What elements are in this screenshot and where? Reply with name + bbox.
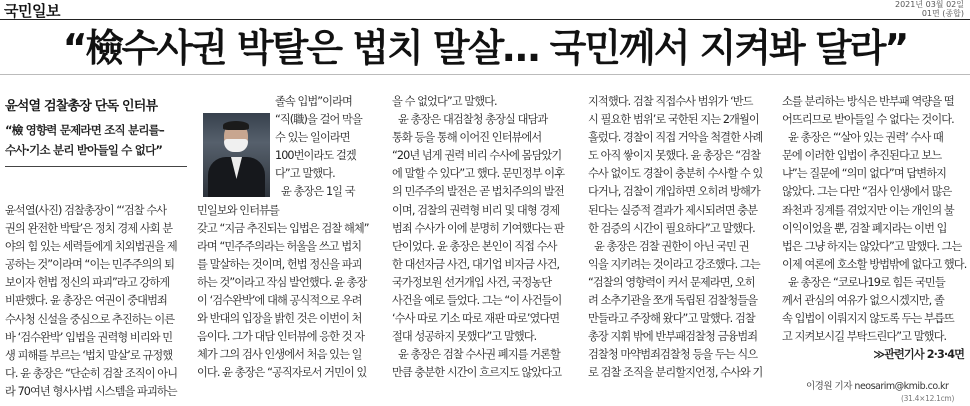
article-line: 100번이라도 걸겠 bbox=[275, 149, 356, 163]
article-line: ‘수사 따로 기소 따로 재판 따로’였다면 bbox=[392, 312, 560, 326]
article-line: 를 말살하는 것이며, 헌법 정신을 파괴 bbox=[197, 257, 362, 271]
article-line: 이제 여론에 호소할 방법밖에 없다고 했다. bbox=[782, 257, 967, 271]
article-line: 바 ‘검수완박’ 입법을 권력형 비리와 민 bbox=[5, 330, 173, 344]
article-line: 권의 완전한 박탈’은 정치 경제 사회 분 bbox=[5, 222, 173, 236]
article-line: 이익이었을 뿐, 검찰 폐지라는 이번 입 bbox=[782, 221, 947, 235]
article-line: 소를 분리하는 방식은 반부패 역량을 떨 bbox=[782, 95, 954, 108]
article-line: 문에 이러한 입법이 추진된다고 보느 bbox=[782, 149, 942, 163]
headline-rule bbox=[0, 74, 970, 75]
byline: 이경원 기자 neosarim@kmib.co.kr bbox=[806, 381, 949, 392]
article-column-3 bbox=[392, 93, 580, 383]
article-line: 만들라고 주장해 왔다”고 말했다. 검찰 bbox=[588, 312, 755, 326]
article-line: 이다. 윤 총장은 “공직자로서 거민이 있 bbox=[197, 366, 367, 380]
article-line: 께서 관심의 여유가 없으시겠지만, 졸 bbox=[782, 294, 944, 308]
article-line: 이며, 검찰의 권력형 비리 및 대형 경제 bbox=[392, 203, 560, 217]
article-line: 좌천과 징계를 겪었지만 이는 개인의 불 bbox=[782, 203, 954, 217]
deck-divider bbox=[5, 166, 187, 167]
article-line: 통화 등을 통해 이어진 인터뷰에서 bbox=[392, 131, 542, 145]
article-line: 수사청 신설을 중심으로 추진하는 이른 bbox=[5, 312, 175, 326]
article-line: 흘렀다. 경찰이 직접 거악을 척결한 사례 bbox=[588, 131, 763, 145]
related-articles-link[interactable]: ≫관련기사 2·3·4면 bbox=[873, 348, 964, 362]
article-line: 체가 그의 검사 인생에서 처음 있는 일 bbox=[197, 348, 362, 362]
article-line: 윤 총장은 “‘살아 있는 권력’ 수사 때 bbox=[788, 131, 943, 145]
article-line: 시 필요한 범위’로 국한된 지는 2개월이 bbox=[588, 113, 759, 127]
article-line: 의 민주주의 발전은 곧 법치주의의 발전 bbox=[392, 185, 564, 199]
article-line: 다거나, 검찰이 개입하면 오히려 방해가 bbox=[588, 185, 760, 199]
article-line: 도 아직 쌓이지 못했다. 윤 총장은 “검찰 bbox=[588, 149, 761, 163]
article-line: 윤석열(사진) 검찰총장이 “‘검찰 수사 bbox=[5, 204, 167, 217]
deck-title: 윤석열 검찰총장 단독 인터뷰 bbox=[5, 99, 158, 114]
article-line: 와 반대의 입장을 밝힌 것은 이번이 처 bbox=[197, 312, 362, 326]
article-line: 하는 것”이라고 작심 발언했다. 윤 총장 bbox=[197, 275, 367, 289]
article-line: 총장 지휘 밖에 반부패검찰청 금융범죄 bbox=[588, 330, 758, 344]
article-line: “검찰의 영향력이 커서 문제라면, 오히 bbox=[588, 275, 755, 289]
article-line: 검찰청 마약범죄검찰청 등을 두는 식으 bbox=[588, 348, 758, 362]
article-line: 국가정보원 선거개입 사건, 국정농단 bbox=[392, 275, 552, 289]
page-section: 01면 (종합) bbox=[921, 9, 964, 18]
article-line: 민일보와 인터뷰를 bbox=[197, 203, 279, 217]
article-line: 음이다. 그가 대담 인터뷰에 응한 것 자 bbox=[197, 330, 365, 344]
article-line: “20년 넘게 권력 비리 수사에 몸담았기 bbox=[392, 149, 562, 163]
article-line: 냐”는 질문에 “의미 없다”며 답변하지 bbox=[782, 167, 947, 181]
article-column-2 bbox=[197, 93, 383, 383]
deck-quote bbox=[5, 120, 189, 160]
article-line: 라며 “민주주의라는 허울을 쓰고 법치 bbox=[197, 239, 362, 253]
article-line: 윤 총장은 1일 국 bbox=[281, 185, 355, 199]
article-line: 수사 없이도 경찰이 충분히 수사할 수 있 bbox=[588, 167, 763, 181]
article-line: 속 입법이 이뤄지지 않도록 두는 부릅뜨 bbox=[782, 312, 954, 326]
article-line: 다”고 말했다. bbox=[275, 167, 335, 181]
article-line: 생 피해를 부르는 ‘법치 말살’로 규정했 bbox=[5, 348, 173, 362]
clipping-size: (31.4×12.1cm) bbox=[901, 394, 955, 403]
article-line: 윤 총장은 검찰 수사권 폐지를 거론할 bbox=[398, 348, 560, 362]
article-line: 고 지켜보시길 부탁드린다”고 말했다. bbox=[782, 330, 947, 344]
article-line: 절대 성공하지 못했다”고 말했다. bbox=[392, 330, 537, 344]
masthead-logo: 국민일보 bbox=[4, 2, 60, 20]
article-line: 윤 총장은 검찰 권한이 아닌 국민 권 bbox=[594, 239, 749, 253]
article-line: 에 말할 수 있다”고 했다. 문민정부 이후 bbox=[392, 167, 565, 181]
article-line: 졸속 입법”이라며 bbox=[275, 95, 352, 108]
article-line: 보이자 헌법 정신의 파괴”라고 강하게 bbox=[5, 276, 170, 290]
headline: “檢수사권 박탈은 법치 말살… 국민께서 지켜봐 달라” bbox=[62, 26, 908, 70]
article-line: 한 검증의 시간이 필요하다”고 말했다. bbox=[588, 221, 755, 235]
article-line: “직(職)을 걸어 막을 bbox=[275, 113, 362, 127]
article-deck bbox=[5, 95, 189, 167]
article-line: 윤 총장은 “코로나19로 힘든 국민들 bbox=[788, 275, 945, 289]
article-line: 지적했다. 검찰 직접수사 범위가 ‘반드 bbox=[588, 95, 753, 108]
article-line: 사건을 예로 들었다. 그는 “이 사건들이 bbox=[392, 294, 562, 308]
deck-quote-line: 수사·기소 분리 받아들일 수 없다” bbox=[5, 143, 163, 157]
article-line: 단이었다. 윤 총장은 본인이 직접 수사 bbox=[392, 239, 557, 253]
article-line: 공하는 것”이라며 “이는 민주주의의 퇴 bbox=[5, 258, 175, 272]
article-line: 수 있는 일이라면 bbox=[275, 131, 350, 145]
article-line: 법은 그냥 하지는 않았다”고 말했다. 그는 bbox=[782, 239, 962, 253]
article-line: 이 ‘검수완박’에 대해 공식적으로 우려 bbox=[197, 294, 362, 308]
article-column-5 bbox=[782, 93, 968, 364]
article-line: 려 소추기관을 쪼개 독립된 검찰청들을 bbox=[588, 294, 758, 308]
article-line: 어뜨리므로 받아들일 수 없다는 것이다. bbox=[782, 113, 954, 127]
article-column-1 bbox=[5, 202, 193, 401]
article-line: 한 대선자금 사건, 대기업 비자금 사건, bbox=[392, 257, 560, 271]
article-line: 않았다. 그는 다만 “검사 인생에서 많은 bbox=[782, 185, 952, 199]
article-line: 익을 지키려는 것이라고 강조했다. 그는 bbox=[588, 257, 760, 271]
deck-quote-line: “檢 영향력 문제라면 조직 분리를– bbox=[5, 123, 164, 137]
publication-date: 2021년 03월 02일 bbox=[895, 0, 964, 9]
article-column-4 bbox=[588, 93, 771, 383]
article-line: 비판했다. 윤 총장은 여권이 중대범죄 bbox=[5, 294, 167, 308]
dateline bbox=[895, 0, 964, 18]
article-line: 만큼 충분한 시간이 흐르지도 않았다고 bbox=[392, 366, 562, 380]
article-line: 범죄 수사가 이에 분명히 기여했다는 판 bbox=[392, 221, 564, 235]
article-line: 윤 총장은 대검찰청 총장실 대담과 bbox=[398, 113, 548, 127]
article-line: 다. 윤 총장은 “단순히 검찰 조직이 아니 bbox=[5, 366, 178, 380]
article-line: 야의 힘 있는 세력들에게 치외법권을 제 bbox=[5, 240, 177, 254]
article-line: 갖고 “지금 추진되는 입법은 검찰 해체” bbox=[197, 221, 369, 235]
article-line: 된다는 실증적 결과가 제시되려면 충분 bbox=[588, 203, 758, 217]
article-line: 로 검찰 조직을 분리할지언정, 수사와 기 bbox=[588, 366, 763, 380]
article-line: 라 70여년 형사사법 시스템을 파괴하는 bbox=[5, 384, 177, 398]
article-line: 을 수 없었다”고 말했다. bbox=[392, 95, 497, 108]
